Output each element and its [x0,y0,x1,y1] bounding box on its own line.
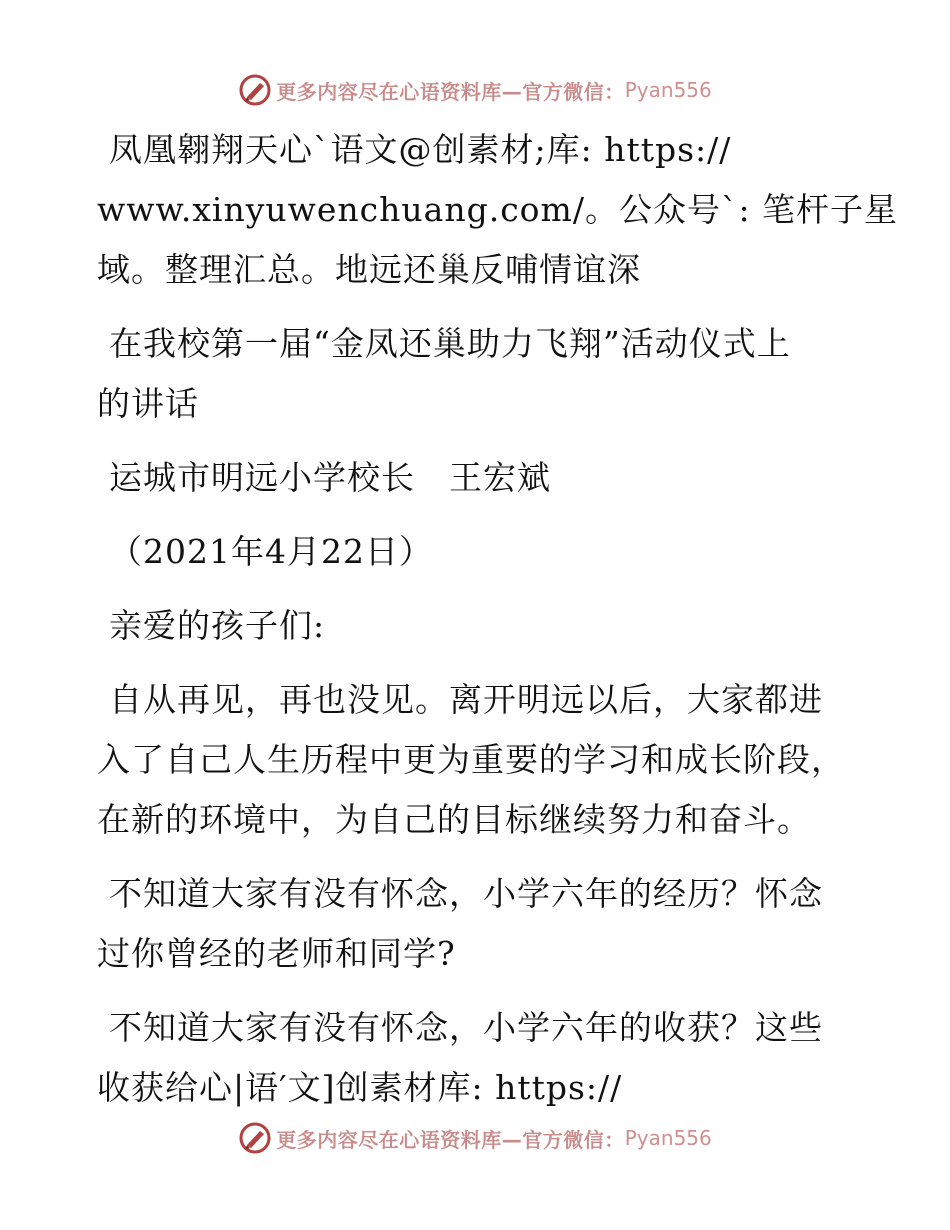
paragraph-body-2 [97,864,837,984]
text-line: 域。整理汇总。地远还巢反哺情谊深 [97,250,641,289]
footer-banner [0,1118,950,1158]
text-line: 凤凰翱翔天心`语文@创素材;库: https:// [109,130,732,169]
paragraph-body-3 [97,998,837,1118]
paragraph-salutation [97,596,837,656]
paragraph-body-1 [97,670,845,850]
text-line: 在新的环境中，为自己的目标继续努力和奋斗。 [97,800,811,839]
paragraph-title [97,314,837,434]
text-line: 入了自己人生历程中更为重要的学习和成长阶段， [97,740,845,779]
footer-banner-text: 更多内容尽在心语资料库—官方微信： [276,1127,625,1152]
text-line: 自从再见，再也没见。离开明远以后，大家都进 [109,680,823,719]
footer-wechat-id: Pyan556 [624,1126,712,1150]
text-line: 在我校第一届“金凤还巢助力飞翔”活动仪式上 [109,324,791,363]
pen-logo-icon [238,73,272,107]
header-banner [0,70,950,110]
text-line: 过你曾经的老师和同学? [97,934,456,973]
pen-logo-icon [238,1121,272,1155]
text-line: 不知道大家有没有怀念，小学六年的收获？这些 [109,1008,823,1047]
document-body [97,120,899,1132]
text-line: 的讲话 [97,384,199,423]
text-line: 不知道大家有没有怀念，小学六年的经历？怀念 [109,874,823,913]
text-line: 收获给心|语′文]创素材库: https:// [97,1068,623,1107]
header-banner-text: 更多内容尽在心语资料库—官方微信： [276,79,625,104]
paragraph-author [97,448,837,508]
text-line: www.xinyuwenchuang.com/。公众号`: 笔杆子星 [97,190,899,229]
header-wechat-id: Pyan556 [624,78,712,102]
text-line: 亲爱的孩子们: [109,606,326,645]
text-line: （2021年4月22日） [109,532,433,571]
paragraph-date [97,522,837,582]
text-line: 运城市明远小学校长 王宏斌 [109,458,551,497]
paragraph-intro [97,120,899,300]
